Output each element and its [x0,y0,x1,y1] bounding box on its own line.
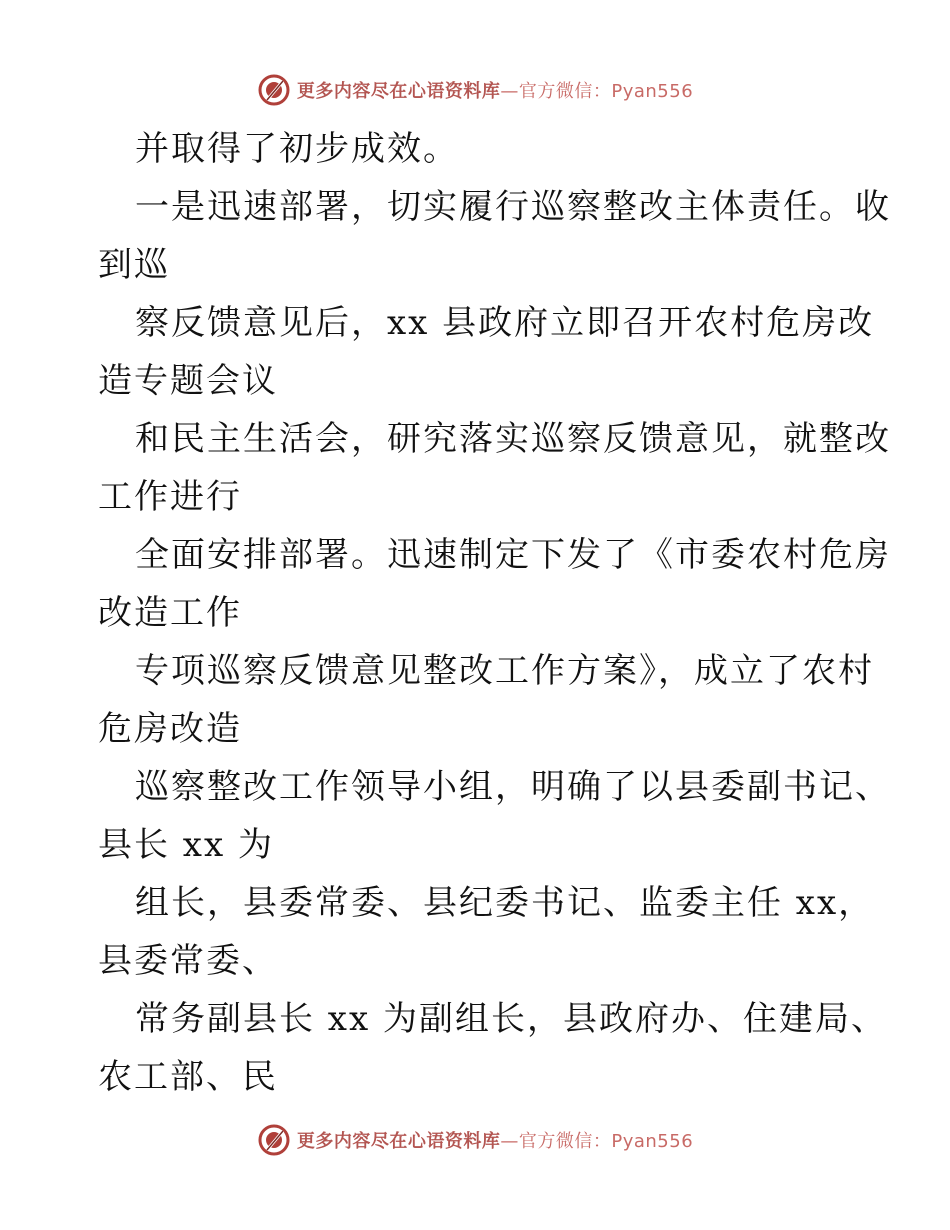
body-line: 危房改造 [98,709,242,749]
body-line: 改造工作 [98,593,242,633]
body-line: 县长 xx 为 [98,825,274,865]
footer-banner-inner [257,1123,693,1157]
body-line: 到巡 [98,245,170,285]
body-line: 一是迅速部署，切实履行巡察整改主体责任。收 [135,187,891,227]
pen-seal-icon [257,1123,291,1157]
body-line: 并取得了初步成效。 [135,129,459,169]
body-line: 常务副县长 xx 为副组长，县政府办、住建局、 [135,999,887,1039]
footer-banner-main: 更多内容尽在心语资料库 [296,1131,501,1152]
body-line: 全面安排部署。迅速制定下发了《市委农村危房 [135,535,891,575]
body-line: 专项巡察反馈意见整改工作方案》，成立了农村 [135,651,874,691]
header-banner-text [297,77,693,103]
header-banner [0,70,950,110]
body-line: 工作进行 [98,477,242,517]
body-line: 察反馈意见后，xx 县政府立即召开农村危房改 [135,303,875,343]
body-line: 和民主生活会，研究落实巡察反馈意见，就整改 [135,419,891,459]
header-banner-main: 更多内容尽在心语资料库 [296,81,501,102]
header-banner-tail: —官方微信：Pyan556 [500,81,694,102]
body-line: 造专题会议 [98,361,278,401]
body-line: 农工部、民 [98,1057,278,1097]
header-banner-inner [257,73,693,107]
footer-banner-text [297,1127,693,1153]
body-line: 组长，县委常委、县纪委书记、监委主任 xx， [135,883,875,923]
document-body [98,120,891,1106]
pen-seal-icon [257,73,291,107]
footer-banner [0,1120,950,1160]
footer-banner-tail: —官方微信：Pyan556 [500,1131,694,1152]
body-line: 巡察整改工作领导小组，明确了以县委副书记、 [135,767,891,807]
body-line: 县委常委、 [98,941,278,981]
